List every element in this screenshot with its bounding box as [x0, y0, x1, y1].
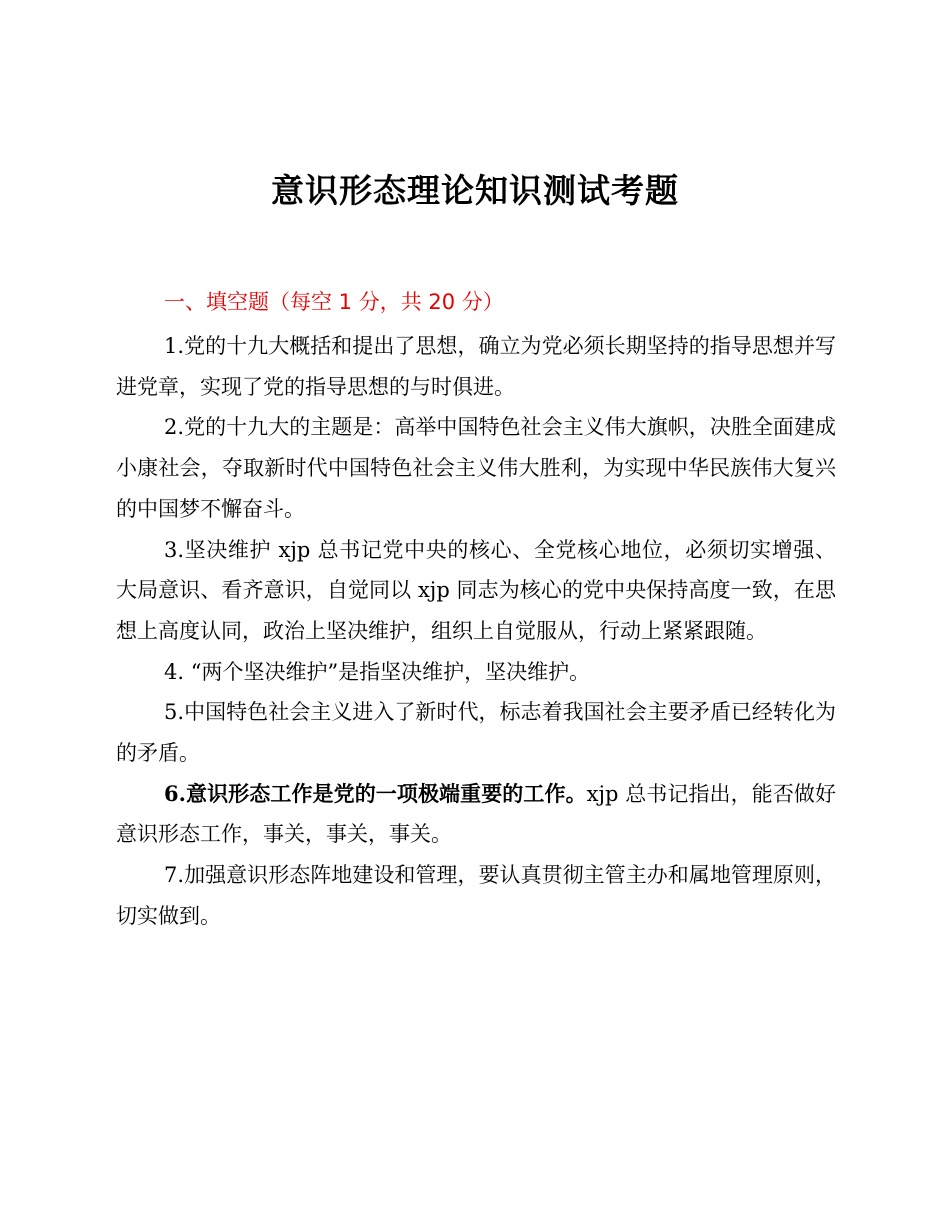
question-1 [116, 326, 836, 407]
question-7 [116, 855, 836, 936]
question-5 [116, 692, 836, 773]
question-text: 7.加强意识形态阵地建设和管理，要认真贯彻主管主办和属地管理原则，切实做到。 [116, 863, 836, 928]
question-text: 1.党的十九大概括和提出了思想，确立为党必须长期坚持的指导思想并写进党章，实现了党的指导思想的与时俱进。 [116, 334, 836, 399]
document-title: 意识形态理论知识测试考题 [271, 171, 679, 210]
question-4 [116, 652, 836, 693]
question-6 [116, 774, 836, 855]
question-text: 5.中国特色社会主义进入了新时代，标志着我国社会主要矛盾已经转化为的矛盾。 [116, 700, 836, 766]
question-text: 3.坚决维护 xjp 总书记党中央的核心、全党核心地位，必须切实增强、大局意识、看齐意识，自觉同以 xjp 同志为核心的党中央保持高度一致，在思想上高度认同，政治上坚决维护，组织上自觉服从，行动上紧紧跟随。 [116, 537, 836, 643]
question-2 [116, 407, 836, 529]
question-3 [116, 530, 836, 652]
question-bold-lead: 6.意识形态工作是党的一项极端重要的工作。 [164, 780, 587, 806]
question-list [116, 326, 836, 937]
question-text: 2.党的十九大的主题是：高举中国特色社会主义伟大旗帜，决胜全面建成小康社会，夺取新时代中国特色社会主义伟大胜利，为实现中华民族伟大复兴的中国梦不懈奋斗。 [116, 415, 836, 521]
question-text: 4. “两个坚决维护”是指坚决维护，坚决维护。 [164, 659, 591, 684]
question-text: xjp 总书记指出，能否做好意识形态工作，事关，事关，事关。 [116, 781, 836, 847]
section-heading: 一、填空题（每空 1 分，共 20 分） [164, 290, 504, 314]
